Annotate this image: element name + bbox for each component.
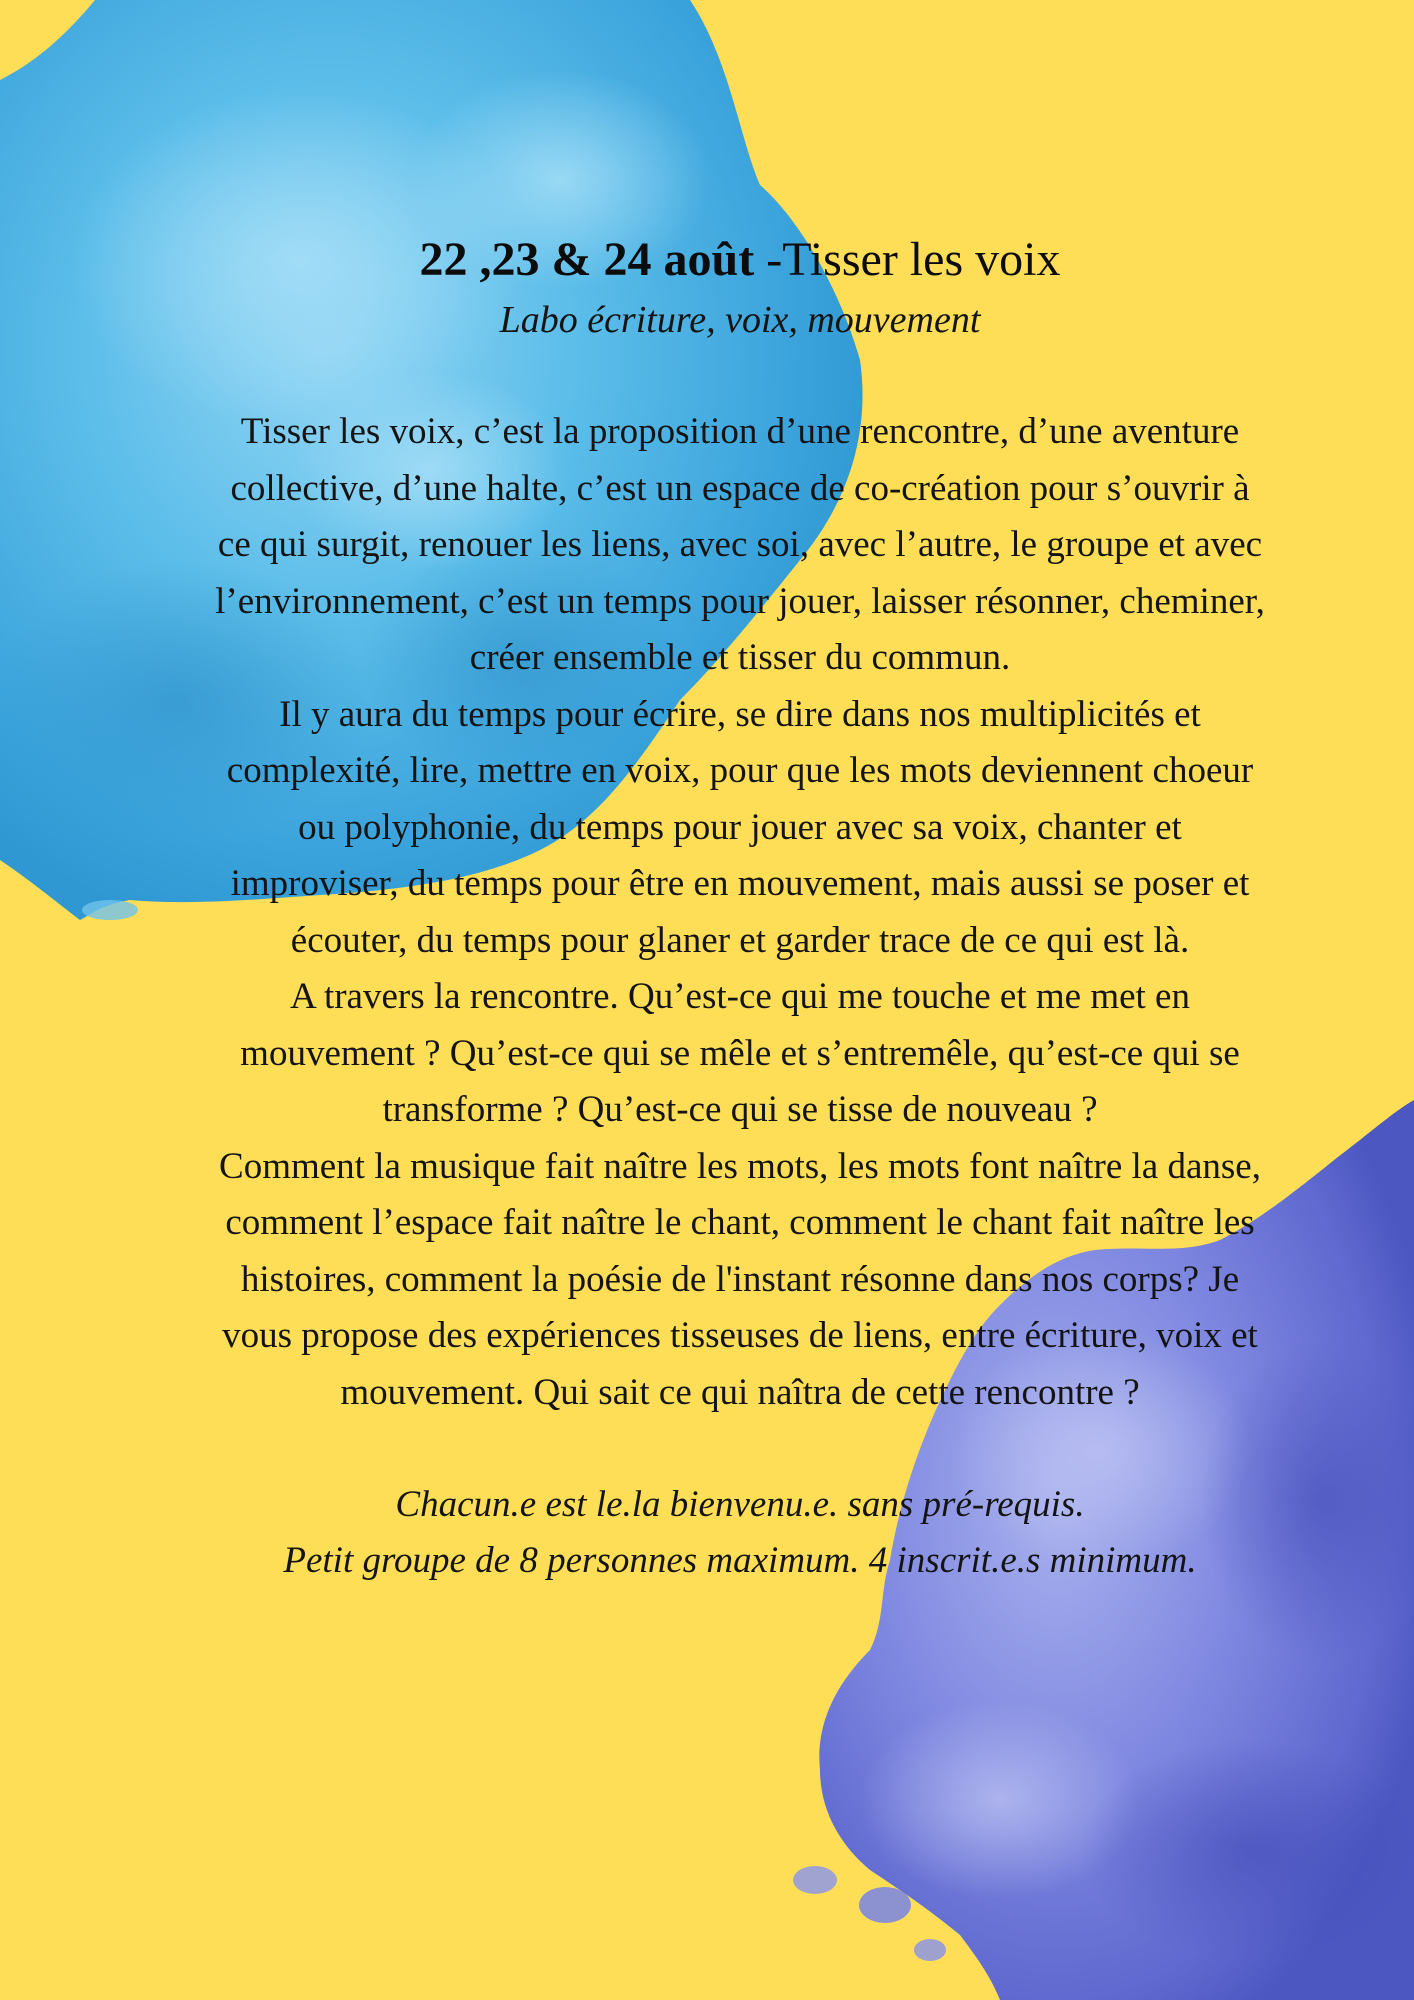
description-paragraph-2: Il y aura du temps pour écrire, se dire dans nos multiplicités et complexité, lire, mettre en voix, pour que les mots deviennent choeur ou polyphonie, du temps pour jouer avec sa voix, chanter et improviser, du temps pour être en mouvement, mais aussi se poser et écouter, du temps pour glaner et garder trace de ce qui est là. <box>226 693 1254 961</box>
group-size-note: Petit groupe de 8 personnes maximum. 4 inscrit.e.s minimum. <box>283 1540 1197 1581</box>
spacer <box>210 1421 1270 1477</box>
spacer <box>210 348 1270 404</box>
description-paragraph-4: Comment la musique fait naître les mots, les mots font naître la danse, comment l’espace fait naître le chant, comment le chant fait naître les histoires, comment la poésie de l'instant résonne dans nos corps? Je vous propose des expériences tisseuses de liens, entre écriture, voix et mouvement. Qui sait ce qui naîtra de cette rencontre ? <box>219 1145 1261 1413</box>
flyer-content <box>210 228 1270 1589</box>
welcome-note: Chacun.e est le.la bienvenu.e. sans pré-requis. <box>395 1484 1085 1525</box>
description-paragraph-3: A travers la rencontre. Qu’est-ce qui me touche et me met en mouvement ? Qu’est-ce qui se mêle et s’entremêle, qu’est-ce qui se transforme ? Qu’est-ce qui se tisse de nouveau ? <box>240 976 1240 1130</box>
event-dates: 22 ,23 & 24 août <box>419 233 755 286</box>
event-name: -Tisser les voix <box>754 233 1061 286</box>
event-title <box>210 228 1270 292</box>
description-paragraph-1: Tisser les voix, c’est la proposition d’une rencontre, d’une aventure collective, d’une halte, c’est un espace de co-création pour s’ouvrir à ce qui surgit, renouer les liens, avec soi, avec l’autre, le groupe et avec l’environnement, c’est un temps pour jouer, laisser résonner, cheminer, créer ensemble et tisser du commun. <box>215 411 1265 678</box>
event-subtitle: Labo écriture, voix, mouvement <box>499 299 981 341</box>
